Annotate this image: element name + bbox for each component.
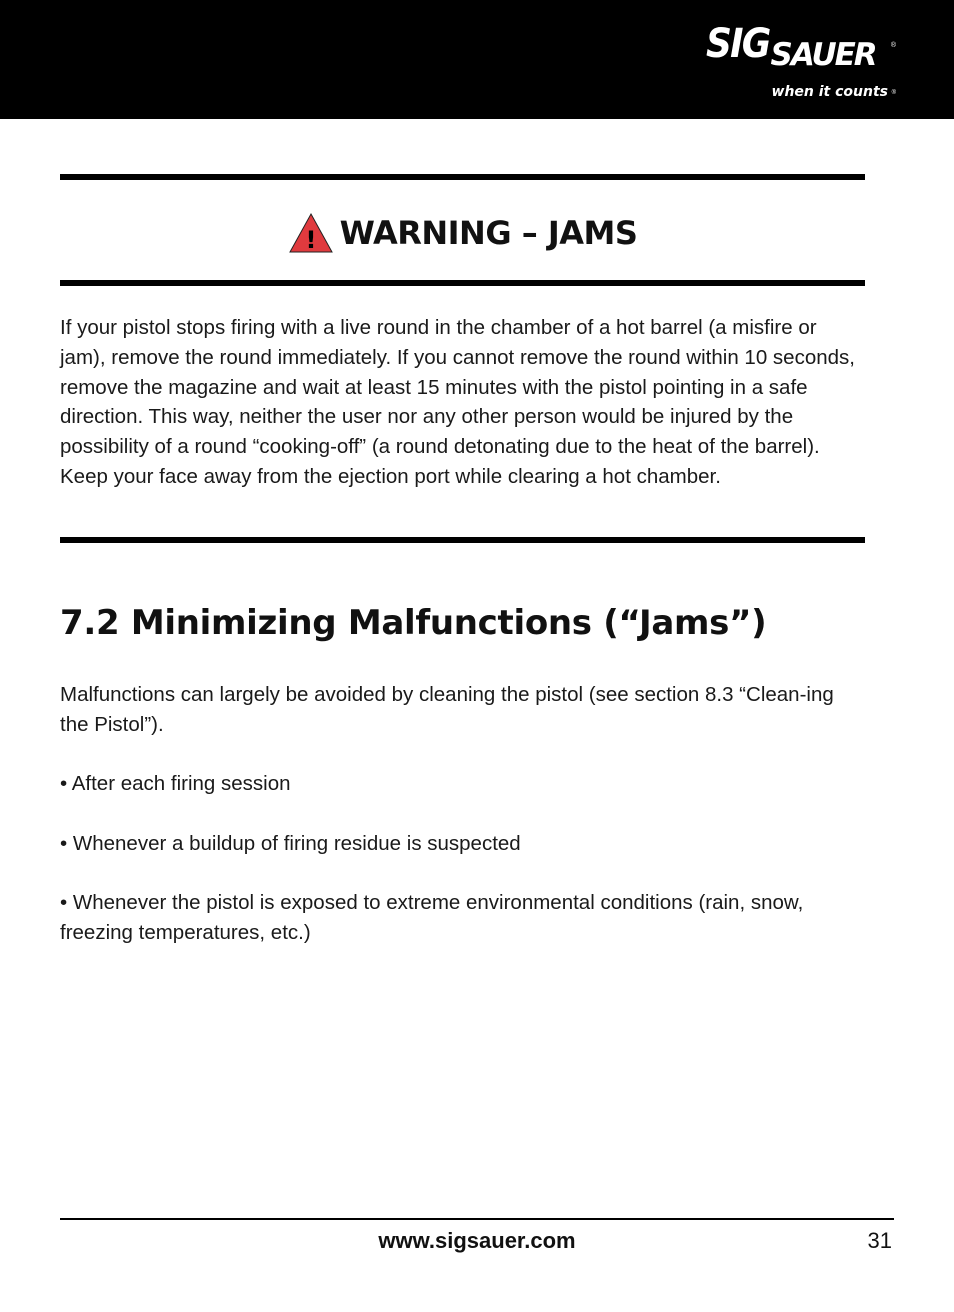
logo-wordmark [706, 21, 876, 73]
logo-tagline: when it counts [771, 84, 888, 100]
warning-top-rule [60, 174, 865, 180]
warning-bottom-rule [60, 537, 865, 543]
bullet-item: • Whenever the pistol is exposed to extreme environmental conditions (rain, snow, freezing temperatures, etc.) [60, 891, 804, 944]
header-bar [0, 0, 954, 119]
section-intro-text: Malfunctions can largely be avoided by cleaning the pistol (see section 8.3 “Clean-ing the Pistol”). [60, 683, 834, 736]
logo-sauer-text: SAUER [770, 37, 876, 73]
warning-triangle-icon [288, 212, 334, 254]
logo-registered-mark: ® [890, 42, 896, 49]
warning-title: WARNING – JAMS [339, 214, 638, 252]
logo-sig-text: SIG [706, 21, 770, 67]
svg-text:!: ! [305, 226, 317, 254]
footer-website-link[interactable]: www.sigsauer.com [378, 1228, 576, 1253]
bullet-item: • After each firing session [60, 772, 291, 795]
sig-sauer-logo [706, 21, 896, 104]
section-title: 7.2 Minimizing Malfunctions (“Jams”) [60, 603, 767, 643]
page-number: 31 [867, 1228, 892, 1253]
warning-middle-rule [60, 280, 865, 286]
warning-heading [60, 210, 865, 256]
logo-tagline-registered-mark: ® [891, 90, 896, 96]
footer-rule [60, 1218, 894, 1220]
warning-body-text: If your pistol stops firing with a live round in the chamber of a hot barrel (a misfire or jam), remove the round immediately. If you cannot remove the round within 10 seconds, remove the magazine and wait at least 15 minutes with the pistol pointing in a safe direction. This way, neither the user nor any other person would be injured by the possibility of a round “cooking-off” (a round detonating due to the heat of the barrel). Keep your face away from the ejection port while clearing a hot chamber. [60, 316, 855, 488]
bullet-item: • Whenever a buildup of firing residue is suspected [60, 832, 521, 855]
